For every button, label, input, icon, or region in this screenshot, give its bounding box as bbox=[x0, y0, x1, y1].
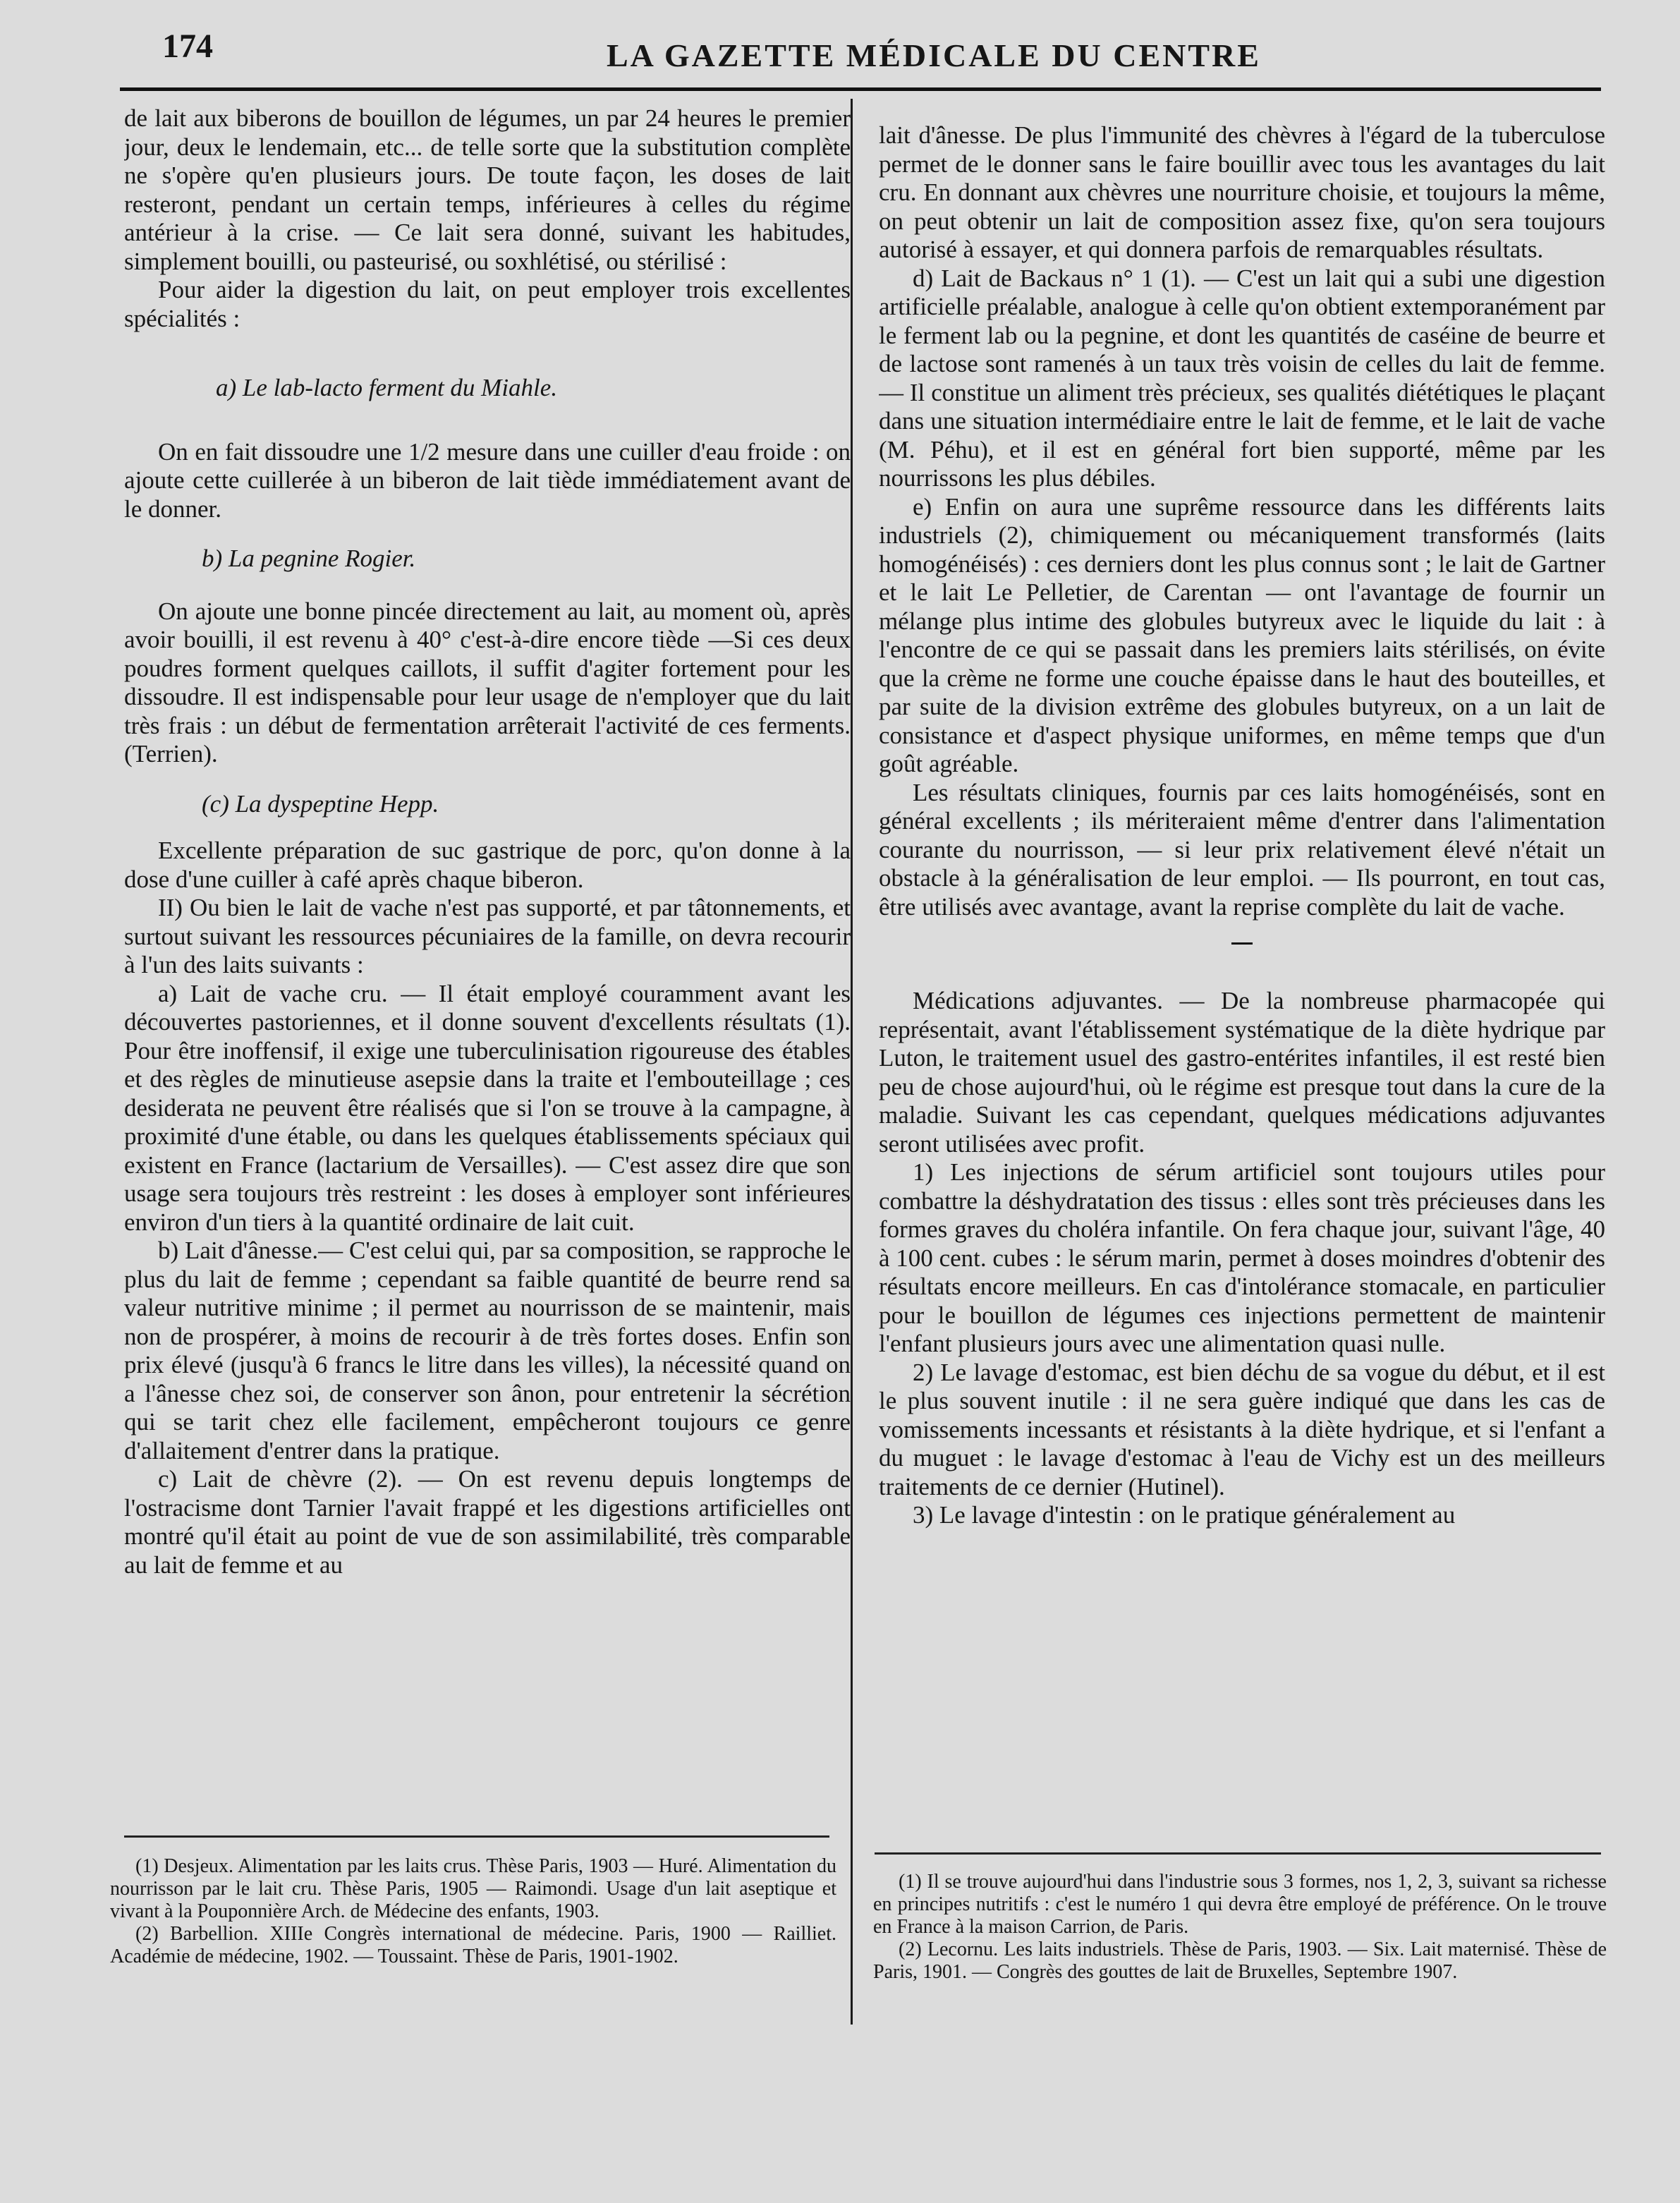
section-separator bbox=[1231, 942, 1253, 945]
paragraph: Pour aider la digestion du lait, on peut employer trois excellentes spécialités : bbox=[124, 276, 851, 332]
paragraph: II) Ou bien le lait de vache n'est pas supporté, et par tâtonnements, et surtout suivant les ressources pécuniaires de la famille, on devra recourir à l'un des laits suivants : bbox=[124, 894, 851, 978]
paragraph-medications: Médications adjuvantes. — De la nombreuse pharmacopée qui représentait, avant l'établissement systématique de la diète hydrique par Luton, le traitement usuel des gastro-entérites infantiles, il est resté bien peu de chose aujourd'hui, où le régime est presque tout dans la cure de la maladie. Suivant les cas cependant, quelques médications adjuvantes seront utilisées avec profit. bbox=[879, 987, 1605, 1158]
paragraph: On ajoute une bonne pincée directement au lait, au moment où, après avoir bouilli, il est revenu à 40° c'est-à-dire encore tiède —Si ces deux poudres forment quelques caillots, il suffit d'agiter fortement pour les dissoudre. Il est indispensable pour leur usage de n'employer que du lait très frais : un début de fermentation arrêterait l'activité de ces ferments. (Terrien). bbox=[124, 597, 851, 767]
paragraph: b) Lait d'ânesse.— C'est celui qui, par sa composition, se rapproche le plus du lait de femme ; cependant sa faible quantité de beurre rend sa valeur nutritive minime ; il permet au nourrisson de se maintenir, mais non de prospérer, à moins de recourir à de très fortes doses. Enfin son prix élevé (jusqu'à 6 francs le litre dans les villes), la nécessité quand on a l'ânesse chez soi, de conserver son ânon, pour entretenir la sécrétion qui se tarit chez elle facilement, empêcheront toujours ce genre d'allaitement d'entrer dans la pratique. bbox=[124, 1237, 851, 1464]
footnotes-right bbox=[873, 1871, 1607, 1984]
left-column bbox=[124, 104, 851, 1579]
paragraph: Les résultats cliniques, fournis par ces laits homogénéisés, sont en général excellents ; ils mériteraient même d'entrer dans l'alimentation courante du nourrisson, — si leur prix relativement élevé n'était un obstacle à la généralisation de leur emploi. — Ils pourront, en tout cas, être utilisés avec avantage, avant la reprise complète du lait de vache. bbox=[879, 778, 1605, 921]
paragraph: Excellente préparation de suc gastrique de porc, qu'on donne à la dose d'une cuiller à café après chaque biberon. bbox=[124, 837, 851, 893]
subheading-dyspeptine: (c) La dyspeptine Hepp. bbox=[202, 789, 439, 818]
page-header bbox=[113, 27, 1608, 83]
paragraph: 3) Le lavage d'intestin : on le pratique généralement au bbox=[913, 1501, 1456, 1529]
paragraph: de lait aux biberons de bouillon de légumes, un par 24 heures le premier jour, deux le lendemain, etc... de telle sorte que la substitution complète ne s'opère qu'en plusieurs jours. De toute façon, les doses de lait resteront, pendant un certain temps, inférieures à celles du régime antérieur à la crise. — Ce lait sera donné, suivant les habitudes, simplement bouilli, ou pasteurisé, ou soxhlétisé, ou stérilisé : bbox=[124, 104, 851, 275]
footnote: (2) Lecornu. Les laits industriels. Thèse de Paris, 1903. — Six. Lait maternisé. Thèse de Paris, 1901. — Congrès des gouttes de lait de Bruxelles, Septembre 1907. bbox=[873, 1938, 1607, 1983]
footnote: (2) Barbellion. XIIIe Congrès international de médecine. Paris, 1900 — Railliet. Académie de médecine, 1902. — Toussaint. Thèse de Paris, 1901-1902. bbox=[110, 1923, 836, 1967]
footnote: (1) Desjeux. Alimentation par les laits crus. Thèse Paris, 1903 — Huré. Alimentation du nourrisson par le lait cru. Thèse Paris, 1905 — Raimondi. Usage d'un lait aseptique et vivant à la Pouponnière Arch. de Médecine des enfants, 1903. bbox=[110, 1855, 836, 1922]
paragraph: e) Enfin on aura une suprême ressource dans les différents laits industriels (2), chimiquement ou mécaniquement transformés (laits homogénéisés) : ces derniers dont les plus connus sont ; le lait de Gartner et le lait Le Pelletier, de Carentan — ont l'avantage de fournir un mélange plus intime des globules butyreux avec le liquide du lait : à l'encontre de ce qui se passait dans les premiers laits stérilisés, on évite que la crème ne forme une couche épaisse dans le haut des bouteilles, et par suite de la division extrême des globules butyreux, on a un lait de consistance et d'aspect physique uniformes, en même temps que d'un goût agréable. bbox=[879, 492, 1605, 777]
footnotes-left bbox=[110, 1855, 836, 1968]
footnote-rule bbox=[875, 1852, 1601, 1855]
page-number: 174 bbox=[162, 28, 213, 65]
paragraph: d) Lait de Backaus n° 1 (1). — C'est un lait qui a subi une digestion artificielle préalable, analogue à celle qu'on obtient extemporanément par le ferment lab ou la pegnine, et dont les quantités de caséine de beurre et de lactose sont ramenés à un taux très voisin de celles du lait de femme. — Il constitue un aliment très précieux, ses qualités diététiques le plaçant dans une situation intermédiaire entre le lait de femme, et le lait de vache (M. Péhu), et il est en général fort bien supporté, même par les nourrissons les plus débiles. bbox=[879, 264, 1605, 492]
paragraph: On en fait dissoudre une 1/2 mesure dans une cuiller d'eau froide : on ajoute cette cuillerée à un biberon de lait tiède immédiatement avant de le donner. bbox=[124, 437, 851, 523]
footnote-rule bbox=[124, 1835, 829, 1838]
paragraph: c) Lait de chèvre (2). — On est revenu depuis longtemps de l'ostracisme dont Tarnier l'avait frappé et les digestions artificielles ont montré qu'il était au point de vue de son assimilabilité, très comparable au lait de femme et au bbox=[124, 1465, 851, 1579]
paragraph: 2) Le lavage d'estomac, est bien déchu de sa vogue du début, et il est le plus souvent inutile : il ne sera guère indiqué que dans les cas de vomissements incessants et résistants à la diète hydrique, et si l'enfant a du muguet : le lavage d'estomac à l'eau de Vichy est un des meilleurs traitements de ce dernier (Hutinel). bbox=[879, 1358, 1605, 1500]
column-divider bbox=[851, 99, 853, 2025]
footnote: (1) Il se trouve aujourd'hui dans l'industrie sous 3 formes, nos 1, 2, 3, suivant sa richesse en principes nutritifs : c'est le numéro 1 qui devra être employé de préférence. On le trouve en France à la maison Carrion, de Paris. bbox=[873, 1871, 1607, 1938]
journal-title: LA GAZETTE MÉDICALE DU CENTRE bbox=[607, 37, 1261, 73]
paragraph: a) Lait de vache cru. — Il était employé couramment avant les découvertes pastoriennes, et il donne souvent d'excellents résultats (1). Pour être inoffensif, il exige une tuberculinisation rigoureuse des étables et des règles de minutieuse asepsie dans la traite et l'embouteillage ; ces desiderata ne peuvent être réalisés que si l'on se trouve à la campagne, à proximité d'une étable, ou dans les quelques établissements spéciaux qui existent en France (lactarium de Versailles). — C'est assez dire que son usage sera toujours très restreint : les doses à employer sont inférieures environ d'un tiers à la quantité ordinaire de lait cuit. bbox=[124, 979, 851, 1236]
subheading-pegnine: b) La pegnine Rogier. bbox=[202, 545, 416, 572]
paragraph: 1) Les injections de sérum artificiel sont toujours utiles pour combattre la déshydratation des tissus : elles sont très précieuses dans les formes graves du choléra infantile. On fera chaque jour, suivant l'âge, 40 à 100 cent. cubes : le sérum marin, permet à doses moindres d'obtenir des résultats encore meilleurs. En cas d'intolérance stomacale, en particulier pour le bouillon de légumes ces injections permettent de maintenir l'enfant plusieurs jours avec une alimentation quasi nulle. bbox=[879, 1158, 1605, 1357]
header-rule bbox=[120, 87, 1601, 91]
subheading-lab-lacto: a) Le lab-lacto ferment du Miahle. bbox=[216, 374, 558, 401]
right-column bbox=[879, 121, 1605, 1530]
paragraph: lait d'ânesse. De plus l'immunité des chèvres à l'égard de la tuberculose permet de le donner sans le faire bouillir avec tous les avantages du lait cru. En donnant aux chèvres une nourriture choisie, et toujours la même, on peut obtenir un lait de composition assez fixe, qu'on sera toujours autorisé à essayer, et qui donnera parfois de remarquables résultats. bbox=[879, 121, 1605, 263]
